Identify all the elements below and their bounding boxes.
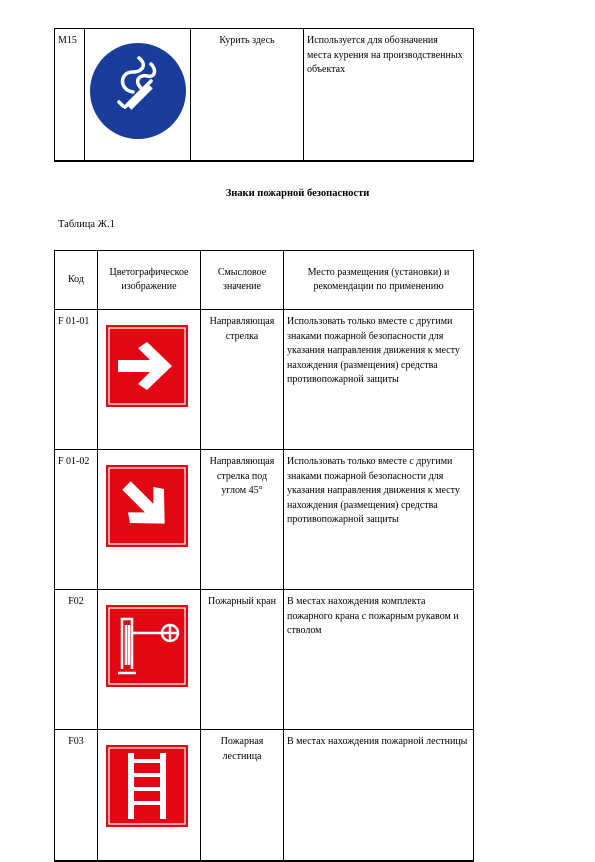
- mandatory-sign-table: [54, 28, 474, 162]
- sign-code: M15: [55, 29, 85, 162]
- fire-safety-signs-table: [54, 250, 474, 862]
- sign-image-cell: [98, 310, 201, 450]
- table-row: [55, 310, 474, 450]
- sign-meaning: Курить здесь: [191, 29, 304, 162]
- sign-image-cell: [98, 590, 201, 730]
- table-row: [55, 450, 474, 590]
- section-title: Знаки пожарной безопасности: [225, 188, 370, 199]
- sign-code: F 01-01: [55, 310, 98, 450]
- sign-meaning: Направляющая стрелка: [201, 310, 284, 450]
- sign-meaning: Пожарная лестница: [201, 730, 284, 862]
- sign-code: F02: [55, 590, 98, 730]
- sign-placement: В местах нахождения пожарной лестницы: [284, 730, 474, 862]
- table-row: [55, 590, 474, 730]
- arrow-diagonal-icon: [106, 465, 188, 547]
- sign-image-cell: [98, 730, 201, 862]
- sign-placement: Использовать только вместе с другими знаками пожарной безопасности для указания направления движения к месту нахождения (размещения) средства противопожарной защиты: [284, 310, 474, 450]
- sign-placement: Использовать только вместе с другими знаками пожарной безопасности для указания направления движения к месту нахождения (размещения) средства противопожарной защиты: [284, 450, 474, 590]
- sign-image-cell: [98, 450, 201, 590]
- sign-code: F03: [55, 730, 98, 862]
- sign-meaning: Направляющая стрелка под углом 45°: [201, 450, 284, 590]
- header-placement: Место размещения (установки) и рекомендации по применению: [284, 251, 474, 310]
- table-caption: Таблица Ж.1: [58, 219, 115, 230]
- header-meaning: Смысловое значение: [201, 251, 284, 310]
- arrow-right-icon: [106, 325, 188, 407]
- sign-image-cell: [85, 29, 191, 162]
- sign-placement: Используется для обозначения места курения на производственных объектах: [304, 29, 474, 162]
- table-header-row: [55, 251, 474, 310]
- header-image: Цветографическое изображение: [98, 251, 201, 310]
- table-row: [55, 730, 474, 862]
- smoking-area-icon: [85, 34, 191, 152]
- sign-code: F 01-02: [55, 450, 98, 590]
- sign-meaning: Пожарный кран: [201, 590, 284, 730]
- header-code: Код: [55, 251, 98, 310]
- table-row: [55, 29, 474, 162]
- sign-placement: В местах нахождения комплекта пожарного крана с пожарным рукавом и стволом: [284, 590, 474, 730]
- fire-ladder-icon: [106, 745, 188, 827]
- fire-hose-icon: [106, 605, 188, 687]
